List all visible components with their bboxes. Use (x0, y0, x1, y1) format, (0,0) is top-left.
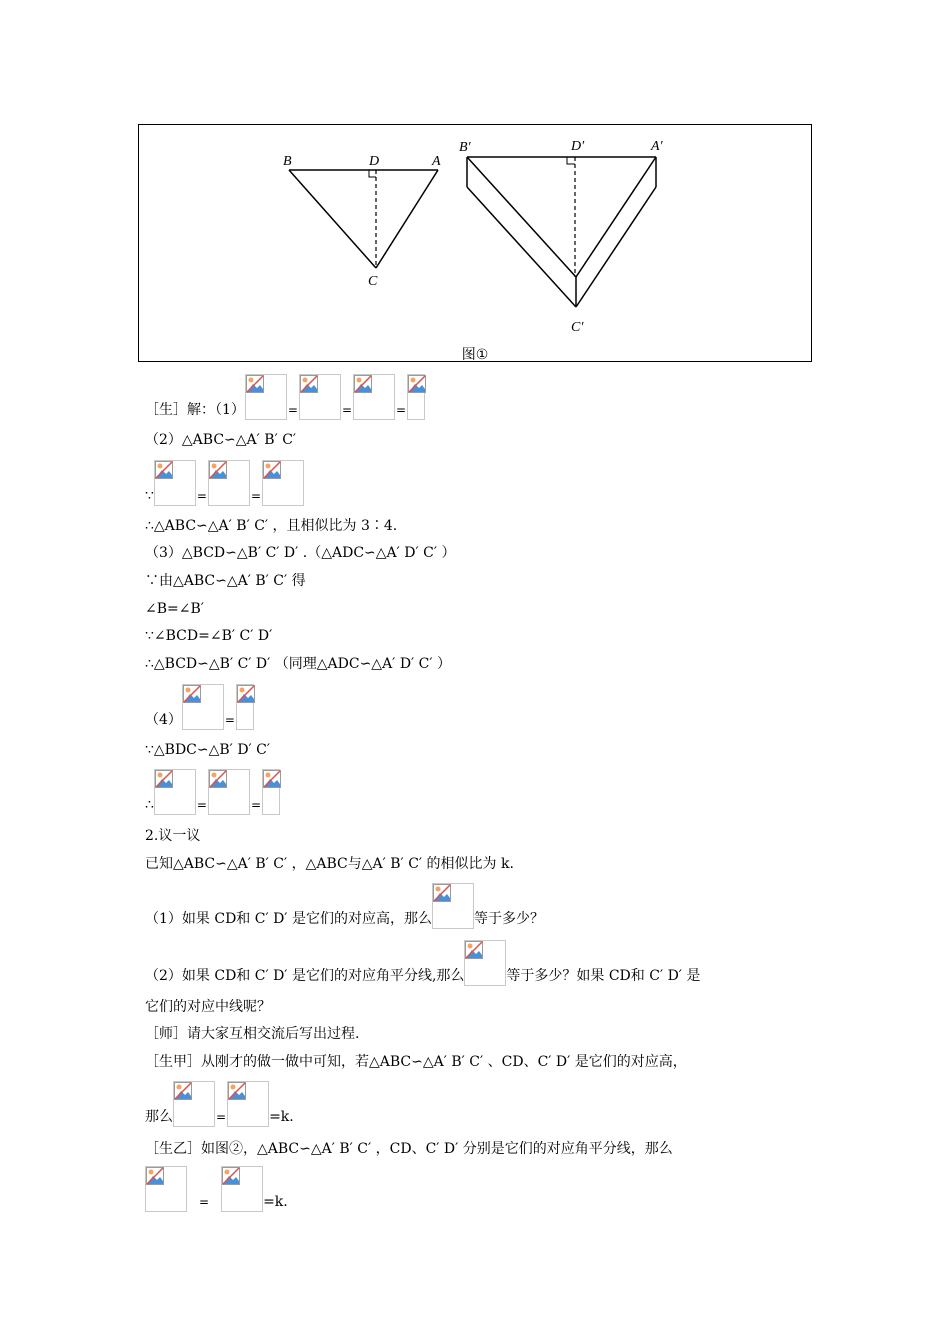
label-a-prime: A′ (651, 139, 663, 154)
line-text: =k. (269, 1109, 294, 1125)
line-text: =k. (263, 1194, 288, 1210)
equals-sign: = (287, 403, 298, 417)
answer-line-12 (145, 769, 280, 815)
broken-image-icon (173, 1081, 215, 1127)
label-b: B (283, 154, 292, 169)
label-b-prime: B′ (459, 140, 471, 155)
figure-1 (138, 124, 812, 362)
broken-image-icon (154, 769, 196, 815)
text-line-18: ［师］请大家互相交流后写出过程. (145, 1026, 360, 1042)
label-c-prime: C′ (571, 320, 584, 335)
text-line-17: 它们的对应中线呢？ (145, 999, 271, 1015)
equals-sign: = (341, 403, 353, 417)
equals-sign: = (216, 1110, 227, 1124)
line-text: （4） (145, 712, 182, 728)
question-line-16 (145, 940, 700, 986)
label-d: D (369, 154, 380, 169)
text-line-4: ∴△ABC∽△A′ B′ C′ ，且相似比为 3∶4. (145, 518, 398, 534)
line-text: 等于多少？如果 CD和 C′ D′ 是 (506, 968, 701, 984)
answer-line-1 (145, 374, 425, 420)
text-line-2: （2）△ABC∽△A′ B′ C′ (145, 432, 297, 448)
question-line-15 (145, 883, 544, 929)
text-line-6: ∵由△ABC∽△A′ B′ C′ 得 (145, 573, 306, 589)
broken-image-icon (208, 460, 250, 506)
triangle-diagram (139, 125, 811, 361)
line-text: 那么 (145, 1109, 173, 1125)
line-text: 等于多少？ (473, 911, 544, 927)
broken-image-icon (299, 374, 341, 420)
answer-line-3 (145, 460, 304, 506)
broken-image-icon (236, 684, 254, 730)
answer-line-10 (145, 684, 254, 730)
equals-sign: = (396, 403, 407, 417)
text-line-21: ［生乙］如图②，△ABC∽△A′ B′ C′ ，CD、C′ D′ 分别是它们的对应角平分线，那么 (145, 1141, 673, 1157)
equals-sign: = (224, 713, 235, 727)
answer-line-22 (145, 1166, 288, 1212)
text-line-8: ∵∠BCD=∠B′ C′ D′ (145, 628, 273, 644)
broken-image-icon (407, 374, 425, 420)
line-text: ∵ (145, 488, 154, 504)
equals-sign: = (196, 489, 207, 503)
answer-line-20 (145, 1081, 294, 1127)
label-d-prime: D′ (571, 139, 585, 154)
text-line-5: （3）△BCD∽△B′ C′ D′ .（△ADC∽△A′ D′ C′ ） (145, 545, 456, 561)
section-heading: 2.议一议 (145, 828, 201, 844)
broken-image-icon (262, 460, 304, 506)
broken-image-icon (262, 769, 280, 815)
text-line-19: ［生甲］从刚才的做一做中可知，若△ABC∽△A′ B′ C′ 、CD、C′ D′ 是它们的对应高， (145, 1054, 687, 1070)
equals-sign: = (199, 1195, 210, 1209)
broken-image-icon (182, 684, 224, 730)
broken-image-icon (221, 1166, 263, 1212)
line-text: ［生］解：（1） (145, 402, 245, 418)
line-text: ∴ (145, 797, 154, 813)
broken-image-icon (245, 374, 287, 420)
label-c: C (368, 274, 378, 289)
broken-image-icon (432, 883, 474, 929)
text-line-14: 已知△ABC∽△A′ B′ C′ ，△ABC与△A′ B′ C′ 的相似比为 k. (145, 856, 514, 872)
broken-image-icon (227, 1081, 269, 1127)
text-line-11: ∵△BDC∽△B′ D′ C′ (145, 742, 271, 758)
broken-image-icon (464, 940, 506, 986)
broken-image-icon (208, 769, 250, 815)
text-line-9: ∴△BCD∽△B′ C′ D′ （同理△ADC∽△A′ D′ C′ ） (145, 656, 452, 672)
broken-image-icon (154, 460, 196, 506)
label-a: A (432, 154, 441, 169)
equals-sign: = (250, 489, 262, 503)
line-text: （1）如果 CD和 C′ D′ 是它们的对应高，那么 (145, 911, 432, 927)
text-line-7: ∠B=∠B′ (145, 601, 204, 617)
equals-sign: = (196, 798, 207, 812)
broken-image-icon (353, 374, 395, 420)
broken-image-icon (145, 1166, 187, 1212)
line-text: （2）如果 CD和 C′ D′ 是它们的对应角平分线,那么 (145, 968, 465, 984)
figure-caption: 图① (461, 347, 489, 363)
equals-sign: = (250, 798, 262, 812)
